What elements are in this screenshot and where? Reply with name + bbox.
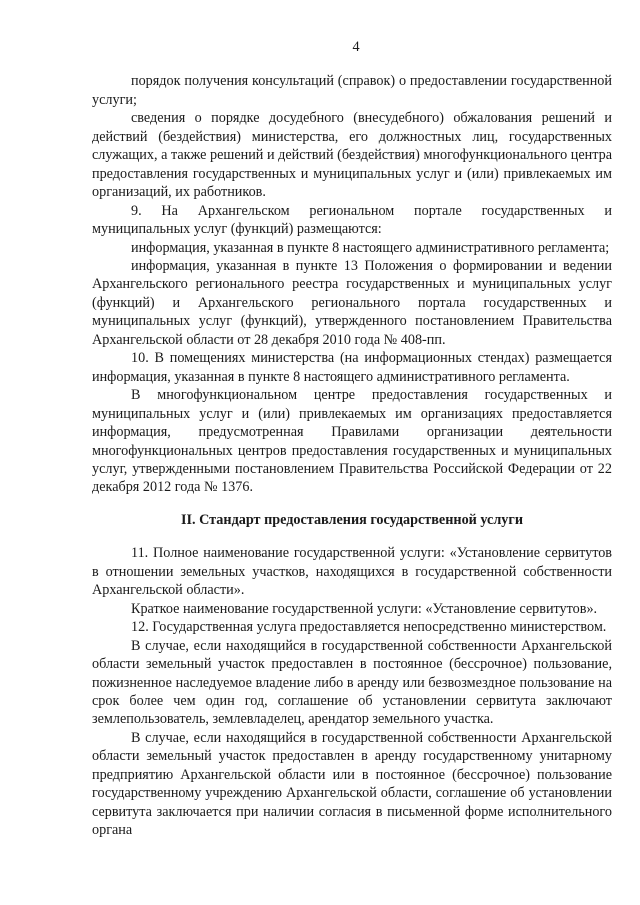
paragraph: информация, указанная в пункте 8 настоящего административного регламента; bbox=[131, 239, 610, 256]
paragraph: В случае, если находящийся в государственной собственности Архангельской области земельный участок предоставлен в постоянное (бессрочное) пользование, пожизненное наследуемое владение либо в аренду или безвозмездное пользование на срок более чем один год, соглашение об установлении сервитута заключают землепользователь, землевладелец, арендатор земельного участка. bbox=[92, 637, 612, 728]
paragraph: 12. Государственная услуга предоставляется непосредственно министерством. bbox=[131, 619, 607, 636]
paragraph: В многофункциональном центре предоставления государственных и муниципальных услуг и (или) привлекаемых им организациях предоставляется информация, предусмотренная Правилами организации деятельности многофункциональных центров предоставления государственных и муниципальных услуг, утвержденными постановлением Правительства Российской Федерации от 22 декабря 2012 года № 1376. bbox=[92, 387, 612, 496]
section-1-text bbox=[92, 72, 612, 496]
paragraph: 11. Полное наименование государственной услуги: «Установление сервитутов в отношении земельных участков, находящихся в государственной собственности Архангельской области». bbox=[92, 545, 612, 599]
paragraph: 10. В помещениях министерства (на информационных стендах) размещается информация, указанная в пункте 8 настоящего административного регламента. bbox=[92, 350, 612, 385]
paragraph: 9. На Архангельском региональном портале государственных и муниципальных услуг (функций) размещаются: bbox=[92, 202, 612, 238]
section-heading: II. Стандарт предоставления государственной услуги bbox=[180, 511, 524, 528]
document-page bbox=[92, 38, 612, 840]
paragraph: Краткое наименование государственной услуги: «Установление сервитутов». bbox=[131, 600, 598, 617]
paragraph: В случае, если находящийся в государственной собственности Архангельской области земельный участок предоставлен в аренду государственному унитарному предприятию Архангельской области или в постоянное (бессрочное) пользование государственному учреждению Архангельской области, соглашение об установлении сервитута заключается при наличии согласия в письменной форме исполнительного органа bbox=[92, 729, 612, 839]
paragraph: информация, указанная в пункте 13 Положения о формировании и ведении Архангельского регионального реестра государственных и муниципальных услуг (функций) и Архангельского регионального портала государственных и муниципальных услуг (функций), утвержденного постановлением Правительства Архангельской области от 28 декабря 2010 года № 408-пп. bbox=[92, 257, 612, 348]
page-number: 4 bbox=[352, 39, 360, 55]
paragraph: сведения о порядке досудебного (внесудебного) обжалования решений и действий (бездействия) министерства, его должностных лиц, государственных служащих, а также решений и действий (бездействия) многофункционального центра предоставления государственных и муниципальных услуг и (или) привлекаемых им организаций, их работников. bbox=[92, 110, 612, 201]
section-2-text bbox=[92, 544, 612, 839]
paragraph: порядок получения консультаций (справок) о предоставлении государственной услуги; bbox=[92, 73, 612, 108]
